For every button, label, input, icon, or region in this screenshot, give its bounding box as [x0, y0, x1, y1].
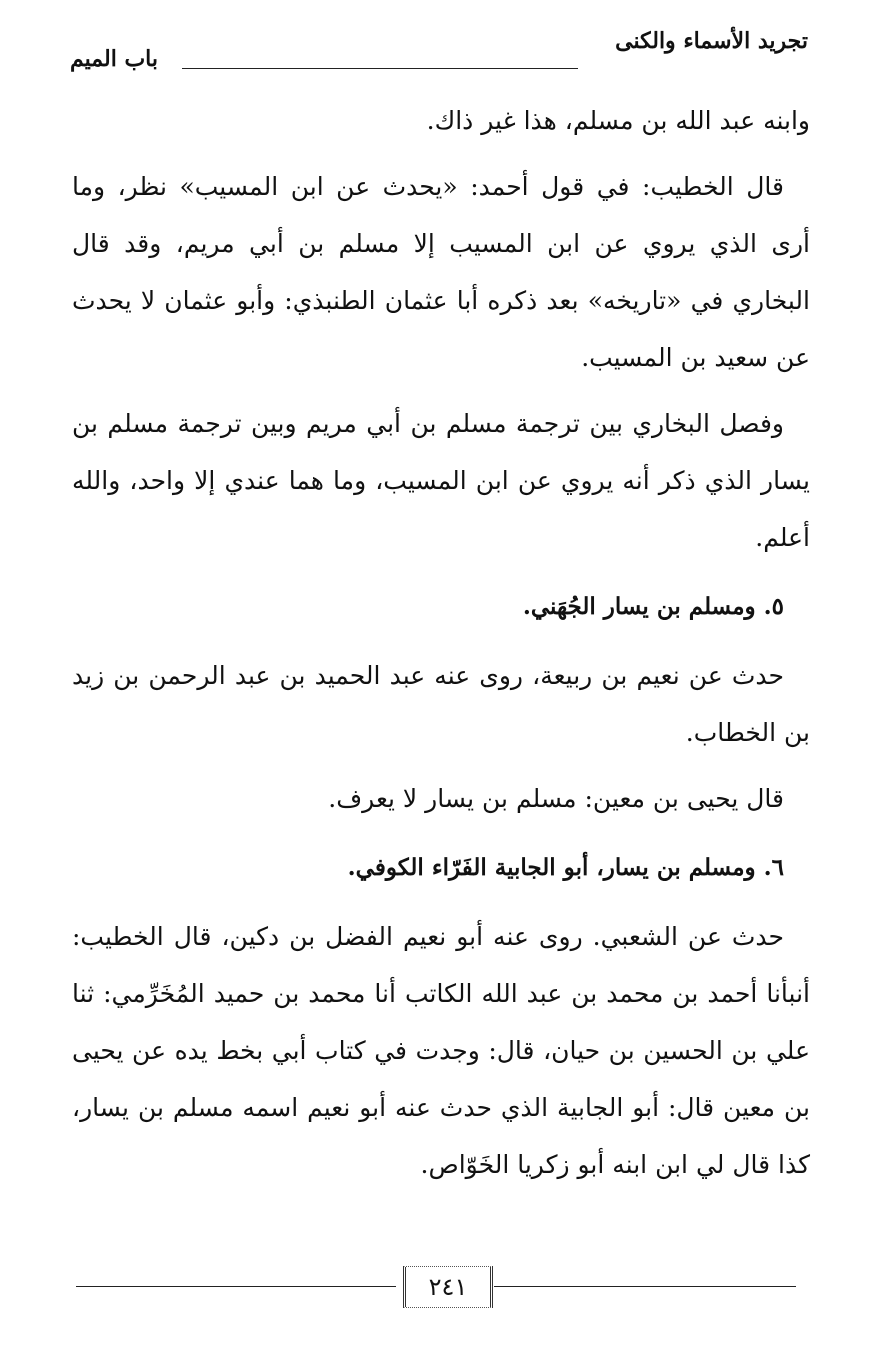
paragraph: وابنه عبد الله بن مسلم، هذا غير ذاك.: [426, 106, 810, 135]
page-number: ٢٤١: [403, 1266, 493, 1308]
entry-heading: ٦. ومسلم بن يسار، أبو الجابية الفَرّاء الكوفي.: [347, 854, 784, 881]
book-title: تجريد الأسماء والكنى: [615, 28, 808, 54]
paragraph: حدث عن نعيم بن ربيعة، روى عنه عبد الحميد بن عبد الرحمن بن زيد بن الخطاب.: [72, 661, 810, 747]
page-footer: [76, 1262, 796, 1312]
paragraph: حدث عن الشعبي. روى عنه أبو نعيم الفضل بن دكين، قال الخطيب: أنبأنا أحمد بن محمد بن عبد الله الكاتب أنا محمد بن حميد المُخَرِّمي: ثنا علي بن الحسين بن حيان، قال: وجدت في كتاب أبي بخط يده عن يحيى بن معين قال: أبو الجابية الذي حدث عنه أبو نعيم اسمه مسلم بن يسار، كذا قال لي ابن ابنه أبو زكريا الخَوّاص.: [72, 922, 810, 1179]
page-body: [72, 92, 810, 1202]
section-title: باب الميم: [70, 46, 159, 72]
header-divider: [182, 68, 578, 69]
entry-heading: ٥. ومسلم بن يسار الجُهَني.: [522, 593, 784, 620]
footer-divider-right: [494, 1286, 796, 1287]
paragraph: قال يحيى بن معين: مسلم بن يسار لا يعرف.: [328, 784, 784, 813]
running-header: [70, 28, 808, 80]
footer-divider-left: [76, 1286, 396, 1287]
paragraph: وفصل البخاري بين ترجمة مسلم بن أبي مريم وبين ترجمة مسلم بن يسار الذي ذكر أنه يروي عن ابن المسيب، وما هما عندي إلا واحد، والله أعلم.: [72, 409, 810, 552]
paragraph: قال الخطيب: في قول أحمد: «يحدث عن ابن المسيب» نظر، وما أرى الذي يروي عن ابن المسيب إلا مسلم بن أبي مريم، وقد قال البخاري في «تاريخه» بعد ذكره أبا عثمان الطنبذي: وأبو عثمان لا يحدث عن سعيد بن المسيب.: [72, 172, 810, 372]
